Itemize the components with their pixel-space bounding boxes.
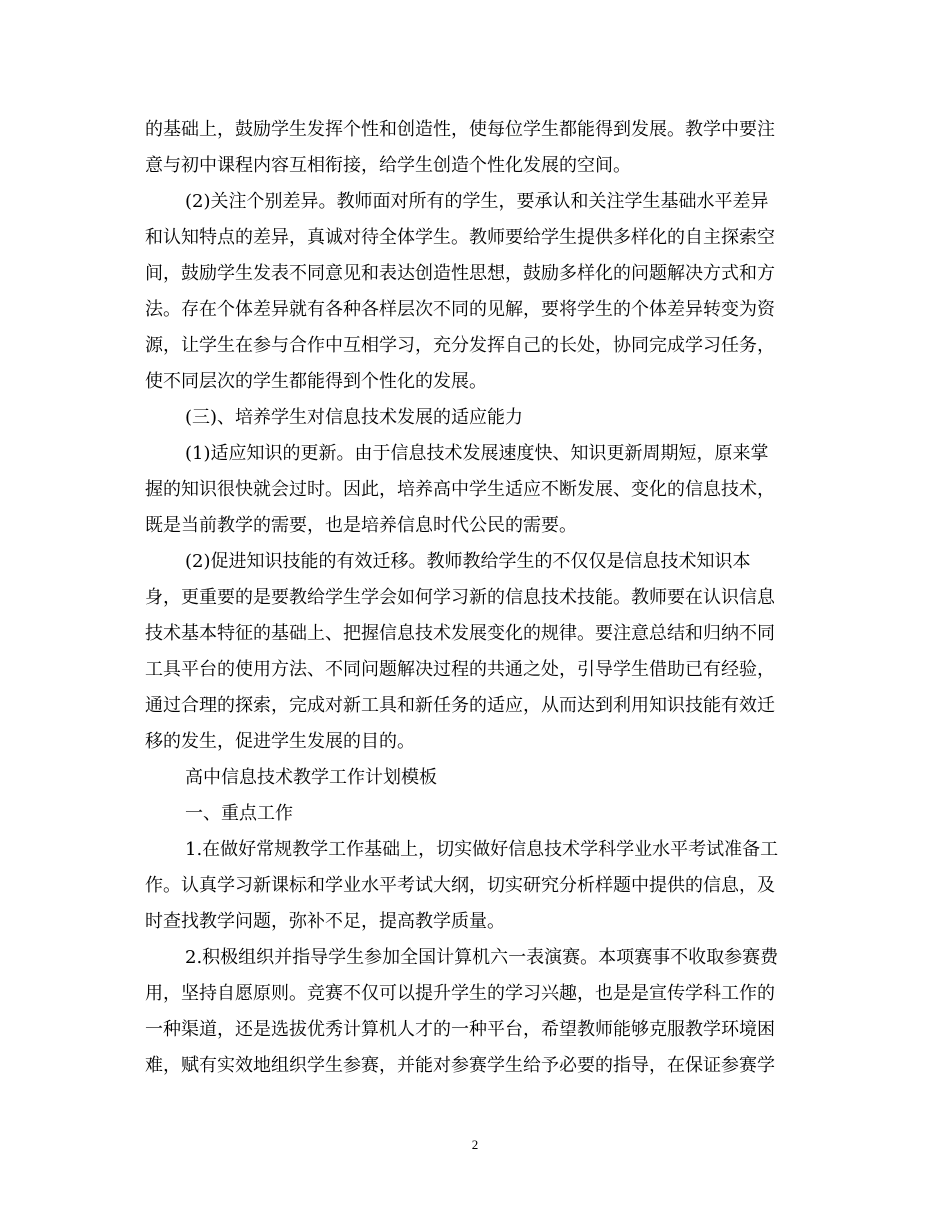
text-line: (1)适应知识的更新。由于信息技术发展速度快、知识更新周期短，原来掌 (185, 443, 769, 464)
text-line: 通过合理的探索，完成对新工具和新任务的适应，从而达到利用知识技能有效迁 (145, 695, 775, 716)
text-line: 作。认真学习新课标和学业水平考试大纲，切实研究分析样题中提供的信息，及 (145, 875, 775, 896)
paragraph-item-1 (145, 832, 810, 940)
text-line: 难，赋有实效地组织学生参赛，并能对参赛学生给予必要的指导，在保证参赛学 (145, 1055, 775, 1076)
text-line: 既是当前教学的需要，也是培养信息时代公民的需要。 (145, 515, 577, 536)
text-line: 移的发生，促进学生发展的目的。 (145, 731, 415, 752)
text-line: 握的知识很快就会过时。因此，培养高中学生适应不断发展、变化的信息技术， (145, 479, 775, 500)
text-line: 时查找教学问题，弥补不足，提高教学质量。 (145, 911, 505, 932)
section-heading: 一、重点工作 (185, 803, 293, 824)
section-heading-key-work-block (145, 796, 810, 832)
section-heading: (三)、培养学生对信息技术发展的适应能力 (185, 407, 524, 428)
document-body (145, 112, 810, 1084)
text-line: 和认知特点的差异，真诚对待全体学生。教师要给学生提供多样化的自主探索空 (145, 227, 775, 248)
paragraph-skill-transfer (145, 544, 810, 760)
text-line: 间，鼓励学生发表不同意见和表达创造性思想，鼓励多样化的问题解决方式和方 (145, 263, 775, 284)
paragraph-individual-differences (145, 184, 810, 400)
text-line: 工具平台的使用方法、不同问题解决过程的共通之处，引导学生借助已有经验， (145, 659, 775, 680)
text-line: 技术基本特征的基础上、把握信息技术发展变化的规律。要注意总结和归纳不同 (145, 623, 775, 644)
text-line: 用，坚持自愿原则。竞赛不仅可以提升学生的学习兴趣，也是是宣传学科工作的 (145, 983, 775, 1004)
text-line: 2.积极组织并指导学生参加全国计算机六一表演赛。本项赛事不收取参赛费 (185, 947, 779, 968)
paragraph-continuation (145, 112, 810, 184)
text-line: 法。存在个体差异就有各种各样层次不同的见解，要将学生的个体差异转变为资 (145, 299, 775, 320)
text-line: 1.在做好常规教学工作基础上，切实做好信息技术学科学业水平考试准备工 (185, 839, 779, 860)
document-subtitle-block (145, 760, 810, 796)
text-line: (2)关注个别差异。教师面对所有的学生，要承认和关注学生基础水平差异 (185, 191, 769, 212)
text-line: 使不同层次的学生都能得到个性化的发展。 (145, 371, 487, 392)
page-number: 2 (471, 1137, 479, 1152)
text-line: 的基础上，鼓励学生发挥个性和创造性，使每位学生都能得到发展。教学中要注 (145, 119, 775, 140)
text-line: 源，让学生在参与合作中互相学习，充分发挥自己的长处，协同完成学习任务， (145, 335, 775, 356)
section-heading-adaptability (145, 400, 810, 436)
text-line: 身，更重要的是要教给学生学会如何学习新的信息技术技能。教师要在认识信息 (145, 587, 775, 608)
paragraph-knowledge-update (145, 436, 810, 544)
document-subtitle: 高中信息技术教学工作计划模板 (185, 767, 437, 788)
text-line: 一种渠道，还是选拔优秀计算机人才的一种平台，希望教师能够克服教学环境困 (145, 1019, 775, 1040)
text-line: (2)促进知识技能的有效迁移。教师教给学生的不仅仅是信息技术知识本 (185, 551, 751, 572)
paragraph-item-2 (145, 940, 810, 1084)
text-line: 意与初中课程内容互相衔接，给学生创造个性化发展的空间。 (145, 155, 631, 176)
